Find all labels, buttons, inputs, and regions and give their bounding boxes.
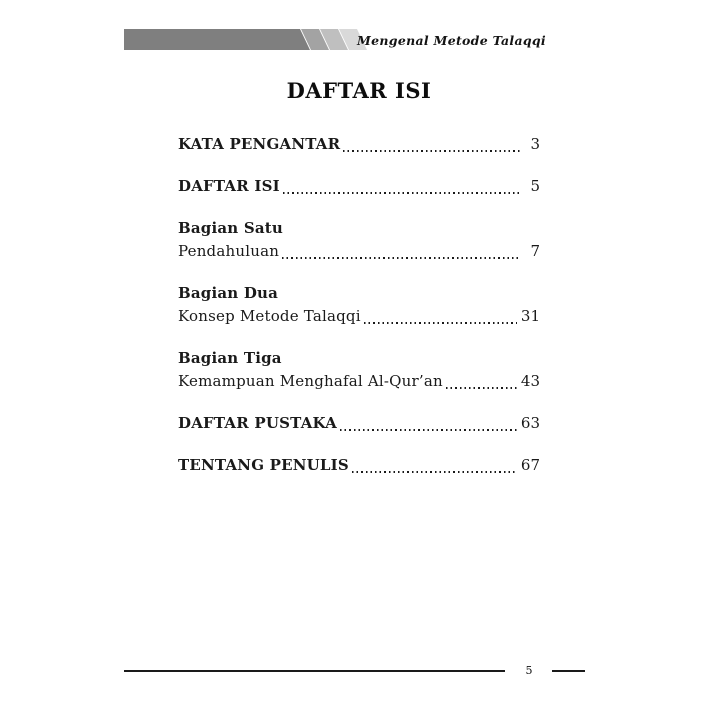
toc-entry-page: 7 — [530, 242, 540, 260]
toc-entry-page: 63 — [520, 414, 540, 432]
dot-leader — [352, 471, 517, 473]
toc-entry-page: 67 — [520, 456, 540, 474]
toc-entry-page: 31 — [520, 307, 540, 325]
toc-section-heading: Bagian Satu — [178, 219, 284, 237]
toc-entry — [178, 282, 540, 328]
toc-entry-page: 5 — [530, 177, 540, 195]
toc-entry — [178, 347, 540, 393]
header-bar-graphic — [124, 29, 367, 50]
running-title: Mengenal Metode Talaqqi — [357, 33, 546, 48]
toc-section-heading: Bagian Tiga — [178, 349, 282, 367]
toc-entry-label: DAFTAR ISI — [178, 177, 280, 195]
toc-entry-label: Konsep Metode Talaqqi — [178, 307, 361, 325]
toc-entry-page: 43 — [520, 372, 540, 390]
page-title: DAFTAR ISI — [286, 78, 432, 103]
toc-entry-label: TENTANG PENULIS — [178, 456, 349, 474]
bar-segment-main — [124, 29, 310, 50]
toc-entry — [178, 217, 540, 263]
toc-entry — [178, 133, 540, 156]
footer-page-number: 5 — [525, 664, 533, 677]
dot-leader — [282, 257, 520, 259]
toc-entry-label: DAFTAR PUSTAKA — [178, 414, 338, 432]
toc-entry-label: Pendahuluan — [178, 242, 280, 260]
footer-rule-short — [552, 670, 585, 672]
toc-entry-label: Kemampuan Menghafal Al-Qur’an — [178, 372, 443, 390]
table-of-contents — [178, 133, 540, 496]
dot-leader — [364, 322, 517, 324]
toc-entry — [178, 454, 540, 477]
toc-section-heading: Bagian Dua — [178, 284, 279, 302]
dot-leader — [446, 387, 517, 389]
toc-entry — [178, 175, 540, 198]
dot-leader — [340, 429, 517, 431]
toc-entry-page: 3 — [530, 135, 540, 153]
dot-leader — [343, 150, 520, 152]
toc-entry — [178, 412, 540, 435]
dot-leader — [283, 192, 520, 194]
toc-entry-label: KATA PENGANTAR — [178, 135, 341, 153]
footer-rule — [124, 670, 505, 672]
